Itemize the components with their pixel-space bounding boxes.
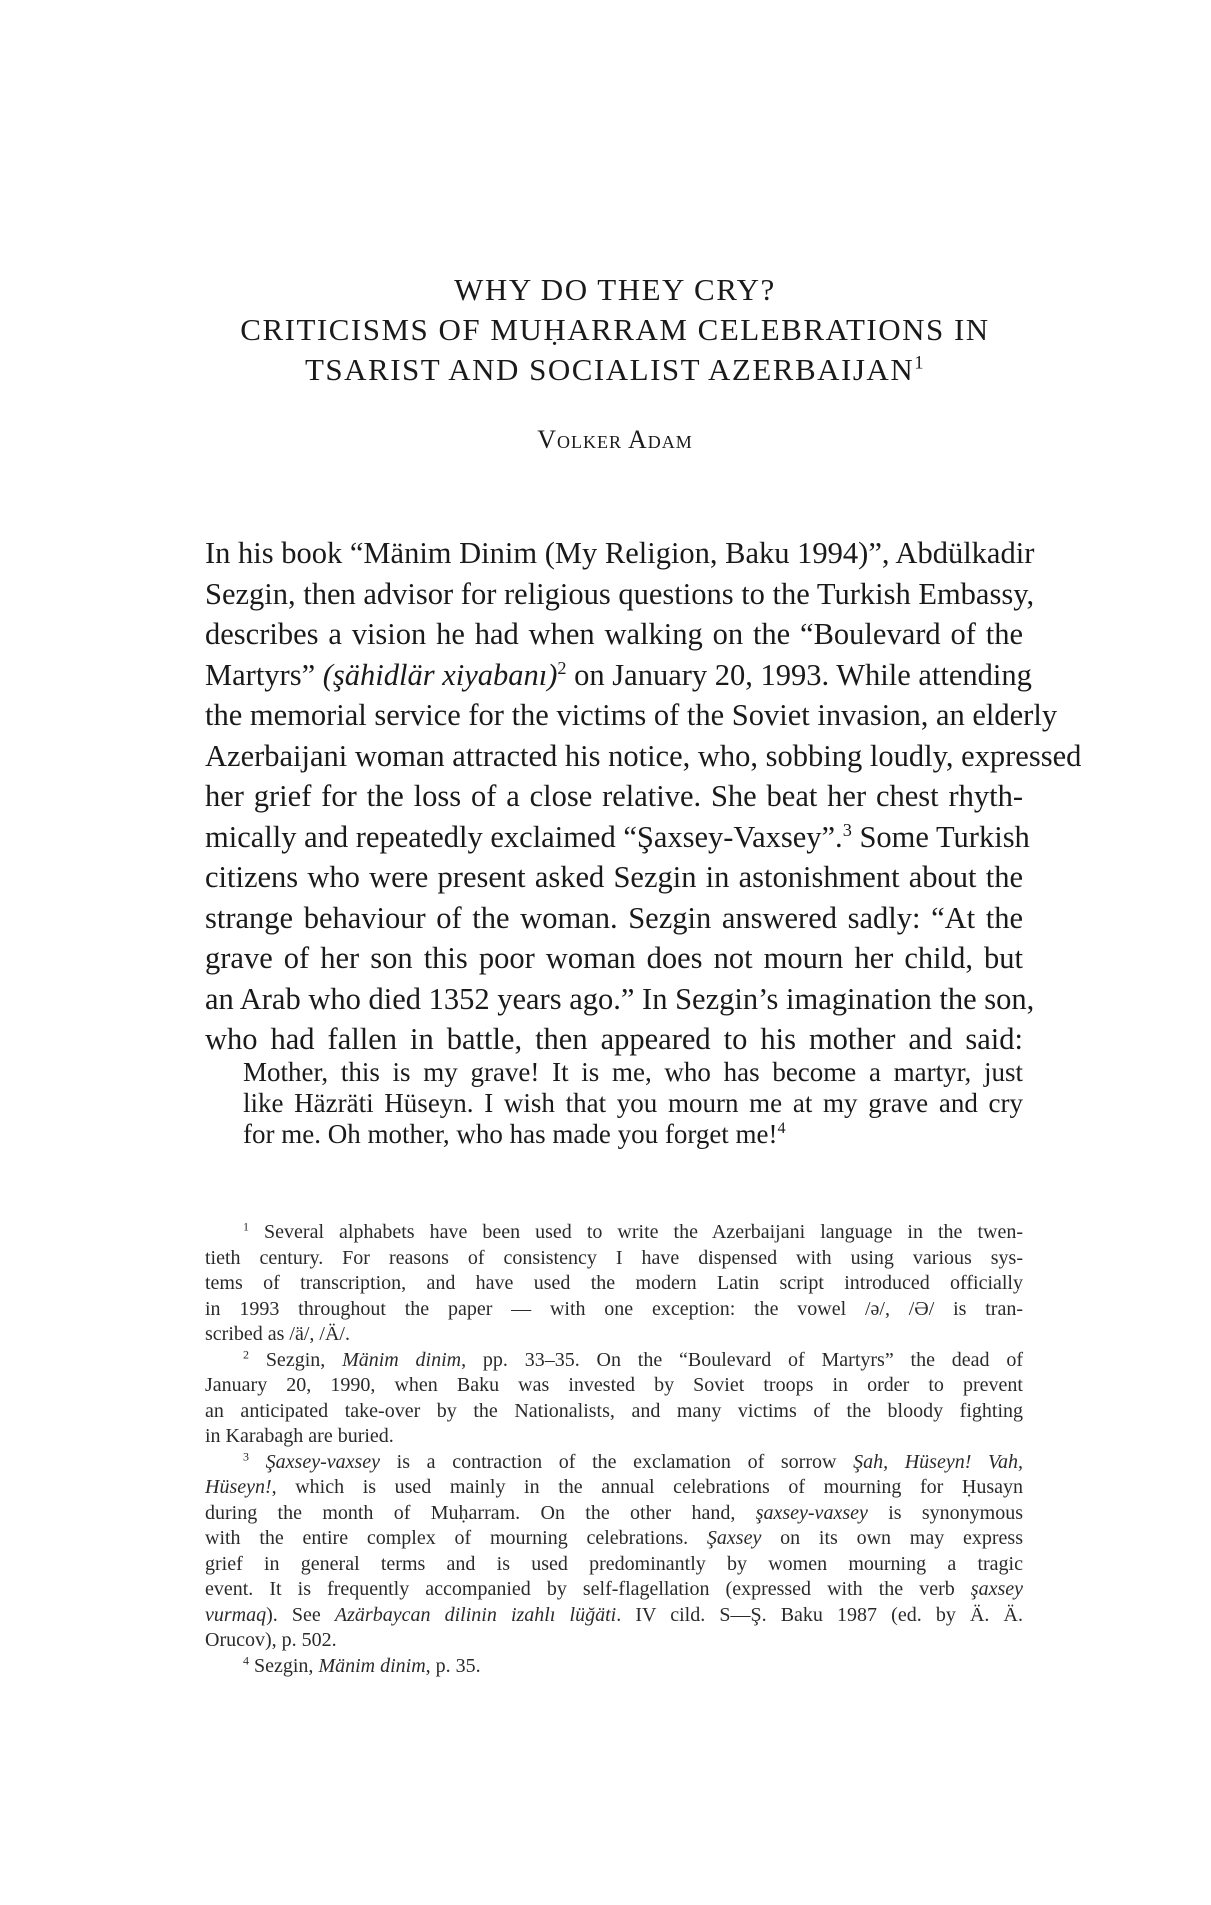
footnote-text: event. It is frequently accompanied by self-flagellation (expressed with the verb [205, 1578, 971, 1600]
footnote-italic: Mänim dinim [318, 1654, 426, 1677]
footnote-marker: 2 [243, 1346, 249, 1361]
footnote-text: is a contraction of the exclamation of sorrow [380, 1450, 854, 1473]
body-line: Sezgin, then advisor for religious questions to the Turkish Embassy, [205, 576, 1035, 611]
footnote-text: Sezgin, [265, 1348, 343, 1371]
body-line: the memorial service for the victims of the Soviet invasion, an elderly [205, 698, 1058, 732]
title-line-2: CRITICISMS OF MUḤARRAM CELEBRATIONS IN [240, 312, 990, 347]
footnote-line [205, 1450, 1023, 1476]
body-line: In his book “Mänim Dinim (My Religion, Baku 1994)”, Abdülkadir [205, 536, 1035, 570]
body-line: describes a vision he had when walking on the “Boulevard of the [205, 617, 1023, 651]
footnote-line [205, 1475, 1023, 1501]
footnote-4 [205, 1654, 1023, 1680]
footnote-italic: Şaxsey [706, 1527, 762, 1549]
title-line-3-text: TSARIST AND SOCIALIST AZERBAIJAN [304, 352, 915, 387]
body-text-fragment: Martyrs” [205, 657, 323, 692]
footnote-text: during the month of Muḥarram. On the other hand, [205, 1501, 756, 1524]
footnote-1 [205, 1220, 1023, 1348]
body-text-fragment: Some Turkish [851, 819, 1030, 854]
quote-line [243, 1119, 1023, 1150]
footnote-text: ). See [266, 1603, 335, 1626]
block-quote [243, 1057, 1023, 1150]
body-line [205, 655, 1032, 696]
footnote-italic: Azärbaycan dilinin izahlı lüğäti [334, 1603, 617, 1626]
footnote-italic: şaxsey-vaxsey [755, 1501, 868, 1524]
footnote-text: Sezgin, [254, 1654, 319, 1677]
footnote-line [205, 1577, 1023, 1603]
quote-line: Mother, this is my grave! It is me, who has become a martyr, just [243, 1057, 1023, 1087]
footnote-line: scribed as /ä/, /Ä/. [205, 1323, 350, 1345]
footnote-line [205, 1603, 1023, 1629]
footnote-text: , pp. 33–35. On the “Boulevard of Martyrs” the dead of [461, 1348, 1023, 1371]
footnote-italic: Mänim dinim [342, 1348, 462, 1371]
body-text-fragment: on January 20, 1993. While attending [566, 657, 1032, 692]
footnote-line: in 1993 throughout the paper — with one exception: the vowel /ə/, /Ə/ is tran- [205, 1297, 1023, 1320]
body-line: grave of her son this poor woman does not mourn her child, but [205, 941, 1023, 975]
footnote-line: tieth century. For reasons of consistency I have dispensed with using various sys- [205, 1246, 1023, 1269]
footnote-line: an anticipated take-over by the Nationalists, and many victims of the bloody fighting [205, 1399, 1023, 1422]
footnote-line: tems of transcription, and have used the modern Latin script introduced officially [205, 1272, 1023, 1294]
footnote-line: Orucov), p. 502. [205, 1629, 337, 1651]
article-title [150, 270, 1080, 390]
footnote-3 [205, 1450, 1023, 1654]
title-line-1: WHY DO THEY CRY? [454, 272, 776, 307]
author-name: Volker Adam [537, 425, 693, 454]
footnote-italic: Hüseyn! [205, 1476, 272, 1498]
footnote-italic: Şaxsey-vaxsey [265, 1450, 381, 1473]
footnote-ref-2[interactable]: 2 [557, 657, 567, 678]
body-line [205, 817, 1030, 858]
footnote-italic: Şah, Hüseyn! Vah, [853, 1450, 1024, 1473]
quote-text-fragment: for me. Oh mother, who has made you forget me! [243, 1119, 778, 1149]
footnote-ref-4[interactable]: 4 [777, 1119, 786, 1137]
footnote-text: , p. 35. [425, 1654, 481, 1677]
footnote-italic: vurmaq [205, 1603, 267, 1626]
footnote-line: in Karabagh are buried. [205, 1425, 394, 1447]
body-line: Azerbaijani woman attracted his notice, who, sobbing loudly, expressed [205, 738, 1082, 773]
body-line: an Arab who died 1352 years ago.” In Sezgin’s imagination the son, [205, 981, 1035, 1016]
body-line: strange behaviour of the woman. Sezgin answered sadly: “At the [205, 900, 1023, 935]
footnote-marker: 1 [243, 1219, 249, 1234]
footnote-text: , which is used mainly in the annual celebrations of mourning for Ḥusayn [271, 1476, 1023, 1498]
footnote-line [205, 1348, 1023, 1374]
footnote-line: January 20, 1990, when Baku was invested by Soviet troops in order to prevent [205, 1374, 1023, 1396]
body-paragraph [205, 533, 1082, 1060]
footnote-text: is synonymous [867, 1501, 1023, 1524]
title-footnote-marker[interactable]: 1 [914, 352, 926, 374]
footnote-line: grief in general terms and is used predominantly by women mourning a tragic [205, 1552, 1023, 1575]
footnote-text: with the entire complex of mourning celebrations. [205, 1527, 707, 1549]
footnote-2 [205, 1348, 1023, 1450]
body-text-fragment: mically and repeatedly exclaimed “Şaxsey-Vaxsey”. [205, 819, 843, 854]
footnote-line [205, 1501, 1023, 1527]
footnote-marker: 3 [243, 1448, 249, 1463]
footnote-text: Several alphabets have been used to write the Azerbaijani language in the twen- [264, 1221, 1023, 1243]
footnote-ref-3[interactable]: 3 [842, 819, 852, 840]
footnote-line [205, 1526, 1023, 1552]
body-italic-term: (şähidlär xiyabanı) [322, 657, 558, 692]
footnote-line [205, 1654, 1023, 1680]
quote-line: like Häzräti Hüseyn. I wish that you mourn me at my grave and cry [243, 1088, 1023, 1118]
title-line-3 [150, 350, 1080, 390]
footnote-marker: 4 [243, 1652, 249, 1667]
footnote-text: . IV cild. S—Ş. Baku 1987 (ed. by Ä. Ä. [616, 1603, 1023, 1626]
footnote-italic: şaxsey [970, 1578, 1023, 1600]
footnote-line [205, 1220, 1023, 1246]
body-line: who had fallen in battle, then appeared to his mother and said: [205, 1022, 1023, 1056]
footnotes [205, 1220, 1023, 1679]
footnote-text: on its own may express [761, 1527, 1023, 1549]
body-line: citizens who were present asked Sezgin in astonishment about the [205, 860, 1023, 894]
body-line: her grief for the loss of a close relative. She beat her chest rhyth- [205, 779, 1023, 813]
